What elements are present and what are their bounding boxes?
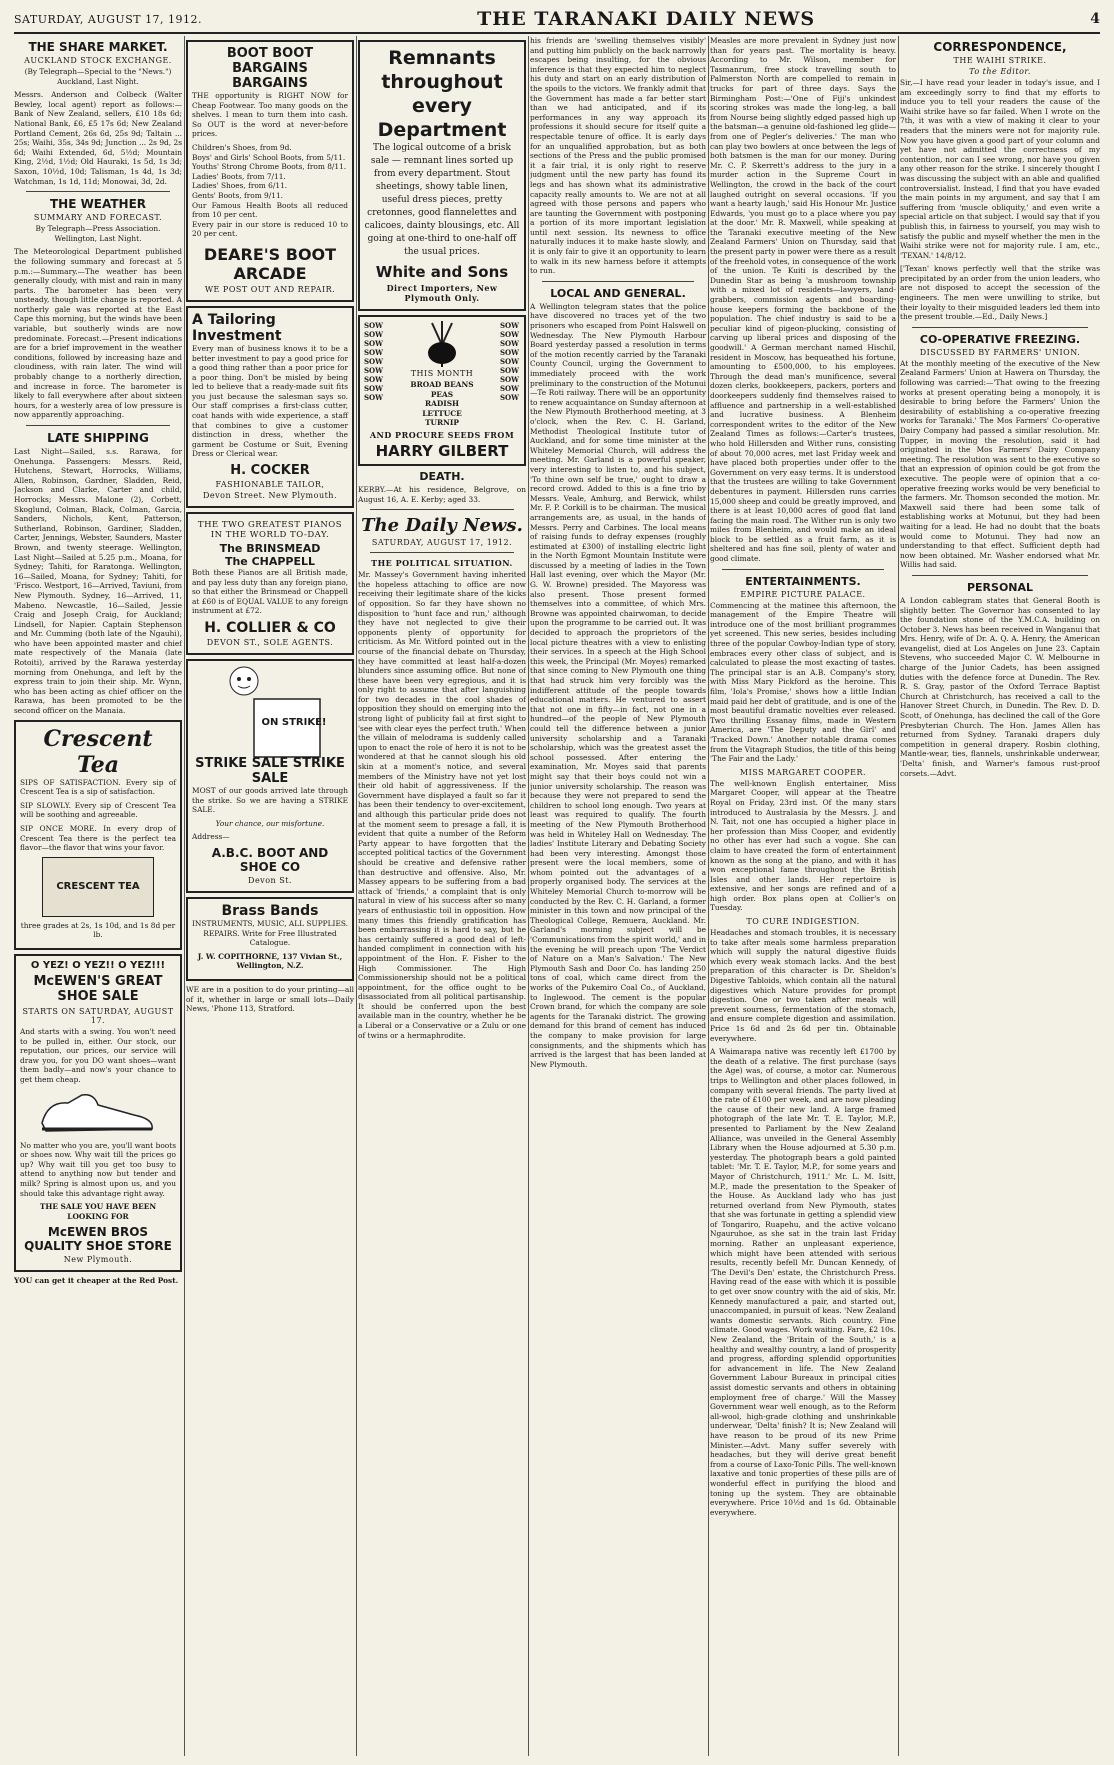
coop-text: At the monthly meeting of the executive of the New Zealand Farmers' Union at Hawera on Thursday, the following was carried:—'That owing to the freezing works at present operating being a monopoly, it is desirable to bring before the Farmers' Union the desirability of establishing a co-operative freezing works for Taranaki.' The Mos Farmers' Co-operative Dairy Company had passed a similar resolution. Mr. Tupper, in moving the resolution, said it had originated in the Mos Farmers' Dairy Company meeting. The resolution was sent to the executive so that an expression of opinion could be got from the executive. The people were of opinion that a co-operative freezing works would be very beneficial to the farmers. Mr. Thomson seconded the motion. Mr. Maxwell said there had been some talk of establishing works at Motunui, but they had been waiting for a lead. He had no doubt that the boats would come to Motunui. They had now an understanding to that effect. Sufficient depth had now been obtained. Mr. Washer endorsed what Mr. Willis had said.: [900, 358, 1100, 570]
sow-word: SOW: [500, 357, 520, 366]
piano-name: The BRINSMEAD: [219, 542, 321, 556]
sow-right-column: [500, 321, 520, 428]
mcewen-town: New Plymouth.: [63, 1255, 133, 1265]
brass-bands-firm: J. W. COPITHORNE, 137 Vivian St., Wellington, N.Z.: [197, 951, 343, 971]
coop-heading: CO-OPERATIVE FREEZING.: [919, 332, 1081, 346]
sow-word: SOW: [364, 375, 384, 384]
mcewen-body: And starts with a swing. You won't need to be pulled in, either. Our stock, our reputation, our prices, our service will draw you, for you DO want shoes—want them badly—and now's your chance to get them cheap.: [20, 1026, 176, 1084]
column-1: [14, 36, 182, 1756]
cocker-trade: FASHIONABLE TAILOR,: [215, 480, 325, 490]
oyez-banner: O YEZ! O YEZ!! O YEZ!!!: [30, 959, 166, 971]
weather-report: The Meteorological Department published the following summary and forecast at 5 p.m.:—Summary.—The weather has been generally cloudy, with mist and rain in many parts. The barometer has been very unsteady, though little change is reported. A northerly gale was reported at the East Cape this morning, but the winds have been variable, but southerly winds are now predominate. Forecast.—Present indications are for a brief improvement in the weather conditions, followed by increasing haze and cloudiness, with rain later. The wind will probably change to a northerly direction, and increase in force. The barometer is likely to fall everywhere after about sixteen hours, for a westerly area of low pressure is now apparently approaching.: [14, 247, 182, 420]
white-and-sons-sub: Direct Importers, New Plymouth Only.: [386, 283, 498, 303]
column-rule: [898, 36, 899, 1756]
brass-bands-text: INSTRUMENTS, MUSIC, ALL SUPPLIES. REPAIRS. Write for Free Illustrated Catalogue.: [192, 918, 349, 948]
white-and-sons: White and Sons: [375, 263, 509, 281]
crescent-line: SIP ONCE MORE. In every drop of Crescent Tea there is the perfect tea flavor—the flavor that wins your favor.: [20, 824, 176, 853]
seed-item: RADISH: [424, 399, 460, 409]
indigestion-text: Headaches and stomach troubles, it is necessary to take after meals some harmless preparation which will supply the natural digestive fluids which every weak stomach lacks. And the best preparation of this character is Dr. Sheldon's Digestive Tabloids, which contain all the natural digestives which Nature provides for prompt digestion. One or two taken after meals will prevent sourness, fermentation of the stomach, and ensure complete digestion and assimilation. Price 1s 6d and 2s 6d per tin. Obtainable everywhere.: [710, 928, 896, 1043]
mcewen-footer: McEWEN BROS QUALITY SHOE STORE: [24, 1225, 172, 1254]
sow-word: SOW: [364, 330, 384, 339]
piano-name: The CHAPPELL: [224, 555, 316, 569]
red-post-ad: YOU can get it cheaper at the Red Post.: [14, 1276, 179, 1286]
column-2: [186, 36, 354, 1756]
paper-date: SATURDAY, AUGUST 17, 1912.: [371, 538, 513, 548]
paper-nameplate: The Daily News.: [361, 515, 523, 537]
page-number: 4: [1090, 11, 1100, 27]
weather-dateline: By Telegraph—Press Association. Wellington, Last Night.: [35, 224, 161, 243]
cocker-name: H. COCKER: [230, 463, 310, 479]
column-rule: [528, 36, 529, 1756]
editorial-continued: his friends are 'swelling themselves visibly' and putting him publicly on the back narrowly escapes being insulting, for the obvious inference is that they expected him to neglect his duty and start on an early distribution of the spoils to the victors. We frankly admit that the Government has made a far better start than we had anticipated, and if its performances in any way approach its professions it should secure for itself quite a respectable tenure of office. It is early days for an unqualified approbation, but as both sections of the Press and the public promised it a fair trial, it is only right to reserve judgment until the new party has found its legs and has shown what its administrative capacity really amounts to. We are not at all agreed with those persons and papers who are taunting the Government with postponing a portion of its more important legislation until next session. Its newness to office naturally induces it to make haste slowly, and it is only fair to give it an opportunity to learn to walk in its new harness before it attempts to run.: [530, 36, 706, 276]
collier-address: DEVON ST., SOLE AGENTS.: [206, 638, 334, 647]
remnants-ad: [358, 40, 526, 311]
boot-list-item: Our Famous Health Boots all reduced from 10 per cent.: [192, 200, 348, 220]
mcewen-shoe-sale-ad: [14, 954, 182, 1272]
sow-word: SOW: [364, 339, 384, 348]
tailoring-ad: [186, 306, 354, 508]
seed-item: LETTUCE: [422, 408, 462, 418]
boot-list-item: Ladies' Boots, from 7/11.: [192, 171, 286, 181]
mcewen-headline: McEWEN'S GREAT SHOE SALE: [33, 973, 163, 1004]
mcewen-body-2: No matter who you are, you'll want boots or shoes now. Why wait till the prices go up? Why wait till you get too busy to attend to anything now but tender and milk? Spring is almost upon us, and you should take this advantage right away.: [20, 1140, 176, 1198]
strike-sale-text: MOST of our goods arrived late through the strike. So we are having a STRIKE SALE.: [192, 786, 348, 815]
boot-list-item: Children's Shoes, from 9d.: [192, 142, 292, 152]
remnants-text: The logical outcome of a brisk sale — remnant lines sorted up from every department. Stout sheetings, showy table linen, useful dress pieces, pretty cretonnes, good flannelettes and calicoes, dainty blousings, etc. All going at one-third to one-half off the usual prices.: [364, 143, 520, 257]
divider: [912, 327, 1088, 328]
seed-center: [384, 321, 500, 428]
personal-heading: PERSONAL: [966, 580, 1034, 594]
divider: [26, 191, 170, 192]
pianos-heading: THE TWO GREATEST PIANOS IN THE WORLD TO-DAY.: [197, 520, 343, 541]
cooper-heading: MISS MARGARET COOPER.: [739, 767, 867, 777]
mcewen-subheading: STARTS ON SATURDAY, AUGUST 17.: [22, 1006, 174, 1025]
column-rule: [184, 36, 185, 1756]
brass-bands-heading: Brass Bands: [221, 902, 319, 919]
weather-heading: THE WEATHER: [49, 197, 147, 212]
sow-word: SOW: [500, 393, 520, 402]
column-rule: [708, 36, 709, 1756]
mcewen-side-note: THE SALE YOU HAVE BEEN LOOKING FOR: [39, 1202, 157, 1221]
masthead: [14, 6, 1100, 34]
abc-street: Devon St.: [248, 875, 292, 885]
correspondence-heading: CORRESPONDENCE,: [933, 40, 1067, 54]
sow-word: SOW: [500, 375, 520, 384]
seed-month: THIS MONTH: [410, 369, 474, 378]
local-general-heading: LOCAL AND GENERAL.: [550, 286, 686, 300]
tea-packet-image: [42, 857, 154, 917]
boot-bargains-text: THE opportunity is RIGHT NOW for Cheap Footwear. Too many goods on the shelves. I mean to turn them into cash. So OUT is the word at never-before prices.: [192, 91, 348, 139]
divider: [912, 575, 1088, 576]
sow-word: SOW: [500, 330, 520, 339]
sow-border: [364, 321, 520, 428]
strike-illustration: [192, 665, 348, 761]
deare-heading: DEARE'S BOOT ARCADE: [203, 244, 337, 283]
seed-item: TURNIP: [425, 418, 459, 428]
seed-item: PEAS: [430, 389, 454, 399]
sow-word: SOW: [500, 339, 520, 348]
masthead-date: SATURDAY, AUGUST 17, 1912.: [14, 12, 203, 26]
entertainments-heading: ENTERTAINMENTS.: [745, 574, 861, 588]
local-general-text: A Wellington telegram states that the police have discovered no traces yet of the two prisoners who escaped from Point Halswell on Wednesday. The New Plymouth Harbour Board yesterday passed a resolution in terms of the motion recently carried by the Taranaki County Council, urging the Government to immediately proceed with the work preliminary to the construction of the Motunui—Te Roti railway. There will be an opportunity to renew acquaintance on Sunday afternoon at the New Plymouth Brotherhood meeting, at 3 o'clock, when the Rev. C. H. Garland, Methodist Theological Institute tutor of Auckland, and for some time minister at the Whiteley Memorial Church, will address the meeting. Mr. Garland is a powerful speaker, very interesting to listen to, and his subject, 'To thine own self be true,' ought to draw a record crowd. Added to this is a fine trio by Messrs. Veale, Amhurg, and Berwick, whilst Mr. F. P. Corkill is to be chairman. The musical arrangements are, as usual, in the hands of Messrs. Perry and Carbines. The local means of raising funds to defray expenses (roughly estimated at £300) of installing electric light in the North Egmont Mountain Institute were discussed by a meeting of ladies in the Town Hall last evening, over which the Mayor (Mr. G. W. Browne) presided. The Mayoress was also present. Those present formed themselves into a committee, of which Mrs. Browne was appointed chairwoman, to decide upon the programme to be carried out. It was decided to approach the proprietors of the local picture theatres with a view to enlisting their services. In a speech at the High School this week, the Principal (Mr. Moyes) remarked that since coming to New Plymouth one thing that had struck him very forcibly was the indifferent attitude of the people towards educational matters. He ventured to assert that not one in fifty—in fact, not one in a hundred—of the people of New Plymouth could tell the difference between a junior university scholarship and a Taranaki scholarship, which was the greatest asset the school possessed. After entering the examination, Mr. Moyes said that parents might say that their boys could not win a junior university scholarship. The reason was because they were not prepared to send the children to school long enough. Two years at least was required to qualify. The fourth meeting of the New Plymouth Brotherhood was held in Whiteley Hall on Wednesday. The ladies' Institute Literary and Debating Society had been very interesting. Amongst those present were the local members, some of whom pointed out the advantages of a properly organised body. The services at the Whiteley Memorial Church to-morrow will be conducted by the Rev. C. H. Garland, a former minister in this town and now principal of the Theological College, Remuera, Auckland. Mr. Garland's morning subject will be 'Communications from the spirit world,' and in the evening he will preach upon 'The Verdict of Nature on a Man's Salvation.' The New Plymouth Sash and Door Co. has landing 250 tons of coal, which came direct from the works of the Pukemiro Coal Co., of Auckland, to Inglewood. The cement is the popular Crown brand, for which the company are sole agents for the Taranaki district. The growing demand for this brand of cement has induced the company to make provision for large consignments, and the shipments which has arrived is the largest that has been landed at New Plymouth.: [530, 301, 706, 1069]
crescent-tea-logo: Crescent Tea: [43, 725, 153, 778]
death-notice: KERBY.—At his residence, Belgrove, on August 16, A. E. Kerby; aged 33.: [358, 484, 526, 504]
shipping-report: Last Night—Sailed, s.s. Rarawa, for Onehunga. Passengers: Messrs. Reid, Hutchens, Stewart, Horrocks, Williams, Allen, Robinson, Gardner, Sladden, Reid, Jackson and Clarke, Carter and child, Horrocks; Messrs. Malone (2), Corbett, Skoglund, Colman, Black, Colman, Garcia, Sanders, Nichols, Kent, Patterson, Sutherland, Robinson, Gardiner, Sladden, Carter, Jennings, Webster, Saunders, Master Brown, and twenty steerage. Wellington, Last Night—Sailed at 5.25 p.m., Moana, for Sydney; Tahiti, for Raratonga. Wellington, 16—Sailed, Moana, for Sydney; Tahiti, for 'Frisco. Westport, 16—Arrived, Taviuni, from New Plymouth. Sydney, 16—Arrived, 11, Mabeno. Newcastle, 16—Sailed, Jessie Craig and Joseph Craig, for Auckland; Lindsell, for Napier. Captain Stephenson and Mr. Cumming (both late of the Ngauhi), who have been appointed master and chief mate respectively of the Manaia (late Rotoiti), arrived by the Rarawa yesterday morning from Onehunga, and left by the express train to join their ship. Mr. Wynn, who has been acting as chief officer on the Rarawa, has been promoted to be the second officer on the Manaia.: [14, 447, 182, 716]
news-items: Measles are more prevalent in Sydney just now than for years past. The mortality is heavy. According to Mr. Wilson, member for Tasmanrum, free stock travelling south to Palmerston North are compelled to remain in trucks for part of three days. Says the Birmingham Post:—'One of Fiji's unkindest scoring strokes was made the long-leg, a ball from Nourse being slightly edged passed high up the batsman—a genuine old-fashioned leg glide—from one of Pegler's deliveries.' The man who can play two bowlers at once between the legs of both batsmen is the man for our money. During Mr. C. P. Skerrett's address to the jury in a murder action in the Supreme Court in Wellington, the crowd in the back of the court laughed outright on several occasions. 'If you want a hearty laugh,' said His Honour Mr. Justice Edwards, 'you must go to a place where you pay at the door.' Mr. R. Maxwell, while speaking at the Taranaki executive meeting of the New Zealand Farmers' Union on Thursday, said that the present party in power were there as a result of the freehold votes, in consequence of the work of the union. Te Kuiti is described by the Dunedin Star as being 'a mushroom township with a mixed lot of residents—lawyers, land-grabbers, commission agents and boarding-house keepers forming the backbone of the population. The chief industry is said to be a peculiar kind of pigeon-plucking, consisting of carving up liberal prices and disposing of the goodwill.' A German merchant named Hischil, resident in Moscow, has bequeathed his fortune, amounting to £500,000, to his employees. Through the dead man's munificence, several dozen clerks, bookkeepers, packers, porters and doorkeepers suddenly find themselves raised to affluence and partnership in a well-established and lucrative business. A Blenheim correspondent writes to the editor of the New Zealand Times as follows:—Carter's trustees, who hold Hillersden and Wither runs, consisting of about 70,000 acres, met last Friday week and have placed both properties under offer to the Government on very easy terms. It is understood that the trustees are willing to take Government debentures in payment. Hillersden runs carries 15,000 sheep and could be greatly improved, and there is at least 10,000 acres of good flat land facing the main road. The Wither run is only two miles from Blenheim, and would make an ideal block to be settled as a fruit farm, as it is sheltered and has fine soil, plenty of water and good climate.: [710, 36, 896, 564]
weather-subheading: SUMMARY AND FORECAST.: [33, 213, 163, 223]
shipping-heading: LATE SHIPPING: [47, 431, 149, 445]
waihi-note: ['Texan' knows perfectly well that the strike was precipitated by an order from the union leaders, who are not disposed to accept the secession of the engineers. The men were unwilling to strike, but their loyalty to their misguided leaders led them into the present trouble.—Ed., Daily News.]: [900, 264, 1100, 322]
sow-word: SOW: [364, 348, 384, 357]
remnants-heading: Remnants throughout every Department: [377, 47, 507, 141]
abc-shoe-co: A.B.C. BOOT AND SHOE CO: [211, 845, 329, 874]
crescent-line: SIP SLOWLY. Every sip of Crescent Tea will be soothing and agreeable.: [20, 800, 176, 820]
harry-gilbert-name: HARRY GILBERT: [375, 441, 509, 460]
empire-heading: EMPIRE PICTURE PALACE.: [740, 589, 866, 599]
indigestion-heading: TO CURE INDIGESTION.: [746, 917, 860, 927]
news-items-right: A Waimarapa native was recently left £1700 by the death of a relative. The first purchase (says the Age) was, of course, a motor car. Numerous trips to Wellington and other places followed, in company with several friends. The party lived at the rate of £100 per week, and are now pleading the cause of their new land. A large framed photograph of the late Mr. T. E. Taylor, M.P., presented to Parliament by the New Zealand Alliance, was unveiled in the General Assembly Library when the House adjourned at 5.30 p.m. yesterday. The photograph bears a gold painted tablet: 'Mr. T. E. Taylor, M.P., for some years and Mayor of Christchurch, 1911.' Mr. L. M. Isitt, M.P., made the presentation to the Speaker of the House. As Auckland lady who has just returned overland from New Plymouth, states that she was fortunate in getting a splendid view of Tongariro, Ruapehu, and the active volcano Ngauruhoe, as she sat in the train last Friday morning. Rather an unpleasant experience, which might have been attended with serious results, recently befell Mr. Duncan Kennedy, of 'The Devil's Den' estate, the Christchurch Press. Having read of the ease with which it is possible to get over snow country with the aid of skis, Mr. Kennedy manufactured a pair, and started out, unaccompanied, in pursuit of keas. 'New Zealand wants domestic servants. Rich country. Fine climate. Good wages. Work waiting. Fare, £2 10s. New Zealand, the 'Britain of the South,' is a healthy and wealthy country, a land of prosperity and progress, affording splendid opportunities for advancement in life. The New Zealand Government Labour Bureaux in principal cities assist domestic servants and others in obtaining employment free of charge.' Will the Massey Government wear well enough, as to the Reform all-wool, high-grade clothing and unshrinkable underwear, 'Delta' finish? It is; New Zealand will have reason to be proud of its new Prime Minister.—Advt. Many suffer severely with headaches, but they will derive great benefit from a course of Laxo-Tonic Pills. The well-known laxative and tonic properties of these pills are of wonderful effect in purifying the blood and toning up the system. They are obtainable everywhere. Price 10½d and 1s 6d. Obtainable everywhere.: [710, 1047, 896, 1517]
boot-list-item: Gents' Boots, from 9/11.: [192, 190, 283, 200]
sow-word: SOW: [364, 384, 384, 393]
boot-bargains-heading: BOOT BOOT BARGAINS BARGAINS: [226, 46, 314, 91]
share-report: Messrs. Anderson and Colbeck (Walter Bewley, local agent) report as follows:—Bank of New Zealand, sellers, £10 18s 6d; National Bank, £6, £5 17s 6d; New Zealand Portland Cement, 26s 6d, 25s 9d; Taltain ... 25s; Waihi, 35s, 34s 9d; Junction ... 2s 9d, 2s 6d; Waihi Extended, 6d, 5½d; Mountain King, 2½d, 1½d; Old Hauraki, 1s 5d, 1s 3d; Saxon, 10½d, 10d; Talisman, 1s 4d, 1s 3d; Watchman, 1s 1d, 11d; Monowai, 3d, 2d.: [14, 90, 182, 186]
sow-word: SOW: [364, 393, 384, 402]
waihi-heading: THE WAIHI STRIKE.: [953, 56, 1047, 65]
share-market-subheading: AUCKLAND STOCK EXCHANGE.: [24, 56, 172, 65]
pianos-text: Both these Pianos are all British made, and pay less duty than any foreign piano, so that either the Brinsmead or Chappell at £60 is of EQUAL VALUE to any foreign instrument at £72.: [192, 568, 348, 616]
sow-left-column: [364, 321, 384, 428]
column-5: [710, 36, 896, 1756]
strike-sale-line: Your chance, our misfortune.: [215, 818, 325, 828]
share-dateline: (By Telegraph—Special to the "News.") Auckland, Last Night.: [24, 67, 172, 86]
strike-sale-ad: [186, 659, 354, 893]
column-3: [358, 36, 526, 1756]
personal-text: A London cablegram states that General Booth is slightly better. The Governor has consented to lay the foundation stone of the Y.M.C.A. building on October 3. News has been received in Wanganui that Mrs. Henry, wife of Dr. A. Q. A. Henry, the American evangelist, died at Los Angeles on June 23. Captain Stevens, who succeeded Major C. W. Melbourne in charge of the Junior Cadets, has been assigned duties with the defence force at Dunedin. The Rev. R. S. Gray, pastor of the Oxford Terrace Baptist Church at Christchurch, has received a call to the Hanover Street Church, in Dunedin. The Rev. D. D. Scott, of Onehunga, has declined the call of the Gore Presbyterian Church. The Hon. James Allen has returned from Sydney. Taranaki drapers duly competition in general drapery. Rosbin clothing, Mantle-wear, ties, flannels, unshrinkable underwear, 'Delta' finish, and Warner's famous rust-proof corsets.—Advt.: [900, 595, 1100, 778]
collier-name: H. COLLIER & CO: [204, 620, 336, 636]
divider: [542, 281, 694, 282]
divider: [722, 569, 884, 570]
sow-word: SOW: [500, 321, 520, 330]
sow-word: SOW: [364, 366, 384, 375]
divider: [370, 552, 514, 553]
sow-word: SOW: [500, 366, 520, 375]
sow-word: SOW: [500, 384, 520, 393]
divider: [370, 509, 514, 510]
sow-word: SOW: [364, 357, 384, 366]
seed-footer: AND PROCURE SEEDS FROM: [369, 429, 515, 440]
boot-list-item: Every pair in our store is reduced 10 to 20 per cent.: [192, 219, 348, 239]
share-market-heading: THE SHARE MARKET.: [28, 40, 168, 54]
boot-list-item: Boys' and Girls' School Boots, from 5/11.: [192, 152, 346, 162]
waihi-letter: Sir,—I have read your leader in today's issue, and I am exceedingly sorry to find that my efforts to induce you to tell your readers the cause of the Waihi strike have so far failed. When I wrote on the 7th, it was with a view of making it clear to your readers that the miners were not for majority rule. Now you have given a good part of your column and yet have not admitted the correctness of my contention, nor can I see wrong, nor have you given any other reason for the strike. I sincerely thought I was discussing the subject with an able and qualified controversialist. Instead, I find that you have evaded the main points in my argument, and say that I am suffering from 'muscle obliquity,' and even write a special article on that subject. I would say that if you publish this, in fairness to yourself, you may wish to satisfy the public and myself whether the men in the Waihi strike were not for majority rule. I am, etc., 'TEXAN.' 14/8/12.: [900, 78, 1100, 260]
seed-item: BROAD BEANS: [410, 380, 474, 389]
deare-subheading: WE POST OUT AND REPAIR.: [204, 284, 336, 294]
boot-bargains-ad: [186, 40, 354, 302]
sow-word: SOW: [364, 321, 384, 330]
brass-bands-ad: [186, 897, 354, 981]
strike-sale-heading: STRIKE SALE STRIKE SALE: [195, 756, 345, 786]
empire-text: Commencing at the matinee this afternoon, the management of the Empire Theatre will introduce one of the most brilliant programmes yet screened. This new series, besides including three of the popular Cowboy-Indian type of story, embraces every other class of subject, and is calculated to please the most exacting of tastes. The principal star is an A.B. Company's story, with Miss Mary Pickford as the heroine. This film, 'Iola's Promise,' shows how a little Indian maid paid her debt of gratitude, and is one of the most beautiful dramatic novelties ever released. Two thrilling Essanay films, made in Western America, are 'The Deputy and the Girl' and 'Tracked Down.' Another notable drama comes from the Vitagraph Studios, the title of this being 'The Fair and the Lady.': [710, 600, 896, 764]
cocker-address: Devon Street. New Plymouth.: [202, 491, 338, 501]
shoe-icon: [38, 1089, 158, 1137]
tailoring-text: Every man of business knows it to be a better investment to pay a good price for a good thing rather than a poor price for a poor thing. Don't be misled by being led to believe that a ready-made suit fits you just because the salesman says so. Our staff comprises a first-class cutter, coat hands with wide experience, a staff that combines to give a customer distinction in dress, whether the garment be Costume or Suit, Evening Dress or Clerical wear.: [192, 343, 348, 459]
pianos-ad: [186, 512, 354, 655]
harry-gilbert-seeds-ad: [358, 315, 526, 466]
death-heading: DEATH.: [419, 469, 465, 483]
crescent-line: SIPS OF SATISFACTION. Every sip of Crescent Tea is a sip of satisfaction.: [20, 777, 176, 797]
masthead-title: THE TARANAKI DAILY NEWS: [477, 8, 816, 30]
sow-word: SOW: [500, 348, 520, 357]
tea-packet-label: CRESCENT TEA: [56, 881, 140, 893]
cooper-text: The well-known English entertainer, Miss Margaret Cooper, will appear at the Theatre Royal on Friday, 23rd inst. Of the many stars introduced to Australasia by the Messrs. J. and N. Tait, not one has occupied a higher place in her profession than Miss Cooper, and evidently no other has ever had such a vogue. She can claim to have created the form of entertainment known as the song at the piano, and with it has won exceptional fame throughout the British Isles and other lands. Her repertoire is extensive, and her songs are refined and of a high order. Box plans open at Collier's on Tuesday.: [710, 778, 896, 913]
column-correspondence: [900, 36, 1100, 1756]
political-editorial: Mr. Massey's Government having inherited the hopeless attaching to office are now receiving their legitimate share of the kicks of opposition. So far they have shown no disposition to 'hunt face and run,' although they have not neglected to give their opponents plenty of opportunity for criticism. As Mr. Witford pointed out in the course of the financial debate on Thursday, they have committed at least half-a-dozen blunders since assuming office. But none of these have been very egregious, and it is only right to assume that after languishing for two decades in the cool shades of opposition they should on emerging into the strong light of publicity fail at first sight to 'see with clear eyes the perfect truth.' When the villain of melodrama is suddenly called upon to enact the role of hero it is not to be wondered at that he cannot slough his old skin at a moment's notice, and several members of the Ministry have not yet lost their old habit of aggressiveness. If the Government have displayed a fault so far it has been their tendency to over-excitement, and although this particular pride does not at the moment seem to presage a fall, it is evident that quite a number of the Reform Party appear to have forgotten that the accepted political tactics of the Government should be creative and defensive rather than destructive and offensive. Also, Mr. Massey appears to be suffering from a bad attack of 'friends,' a complaint that is only natural in view of his success after so many years of enthusiastic toil in opposition. How many times this friendly gratification has been embarrassing it is hard to say, but he has certainly suffered a good deal of left-handed compliment in connection with his appointment of the Hon. F. Fisher to the High Commissioner. The High Commissionership should not be a political appointment, for the office ought to be disassociated from all political partisanship. It should be conferred upon the best available man in the country, whether he be a Liberal or a Conservative or a Zulu or one of twins or a hermaphrodite.: [358, 570, 526, 1040]
crescent-price: three grades at 2s, 1s 10d, and 1s 8d per lb.: [20, 920, 176, 940]
boot-list-item: Youths' Strong Chrome Boots, from 8/11.: [192, 162, 347, 172]
column-rule: [356, 36, 357, 1756]
column-4: [530, 36, 706, 1756]
printing-ad: WE are in a position to do your printing—all of it, whether in large or small lots—Daily News, 'Phone 113, Stratford.: [186, 984, 354, 1014]
on-strike-sign: ON STRIKE!: [261, 717, 327, 728]
address-label: Address—: [192, 832, 230, 842]
political-heading: THE POLITICAL SITUATION.: [371, 558, 513, 569]
coop-subheading: DISCUSSED BY FARMERS' UNION.: [919, 347, 1081, 357]
crescent-tea-ad: [14, 720, 182, 950]
beetroot-icon: [412, 321, 472, 367]
waihi-to: To the Editor.: [969, 67, 1031, 76]
tailoring-heading: A Tailoring Investment: [192, 311, 282, 344]
divider: [26, 425, 170, 426]
boot-list-item: Ladies' Shoes, from 6/11.: [192, 181, 288, 191]
